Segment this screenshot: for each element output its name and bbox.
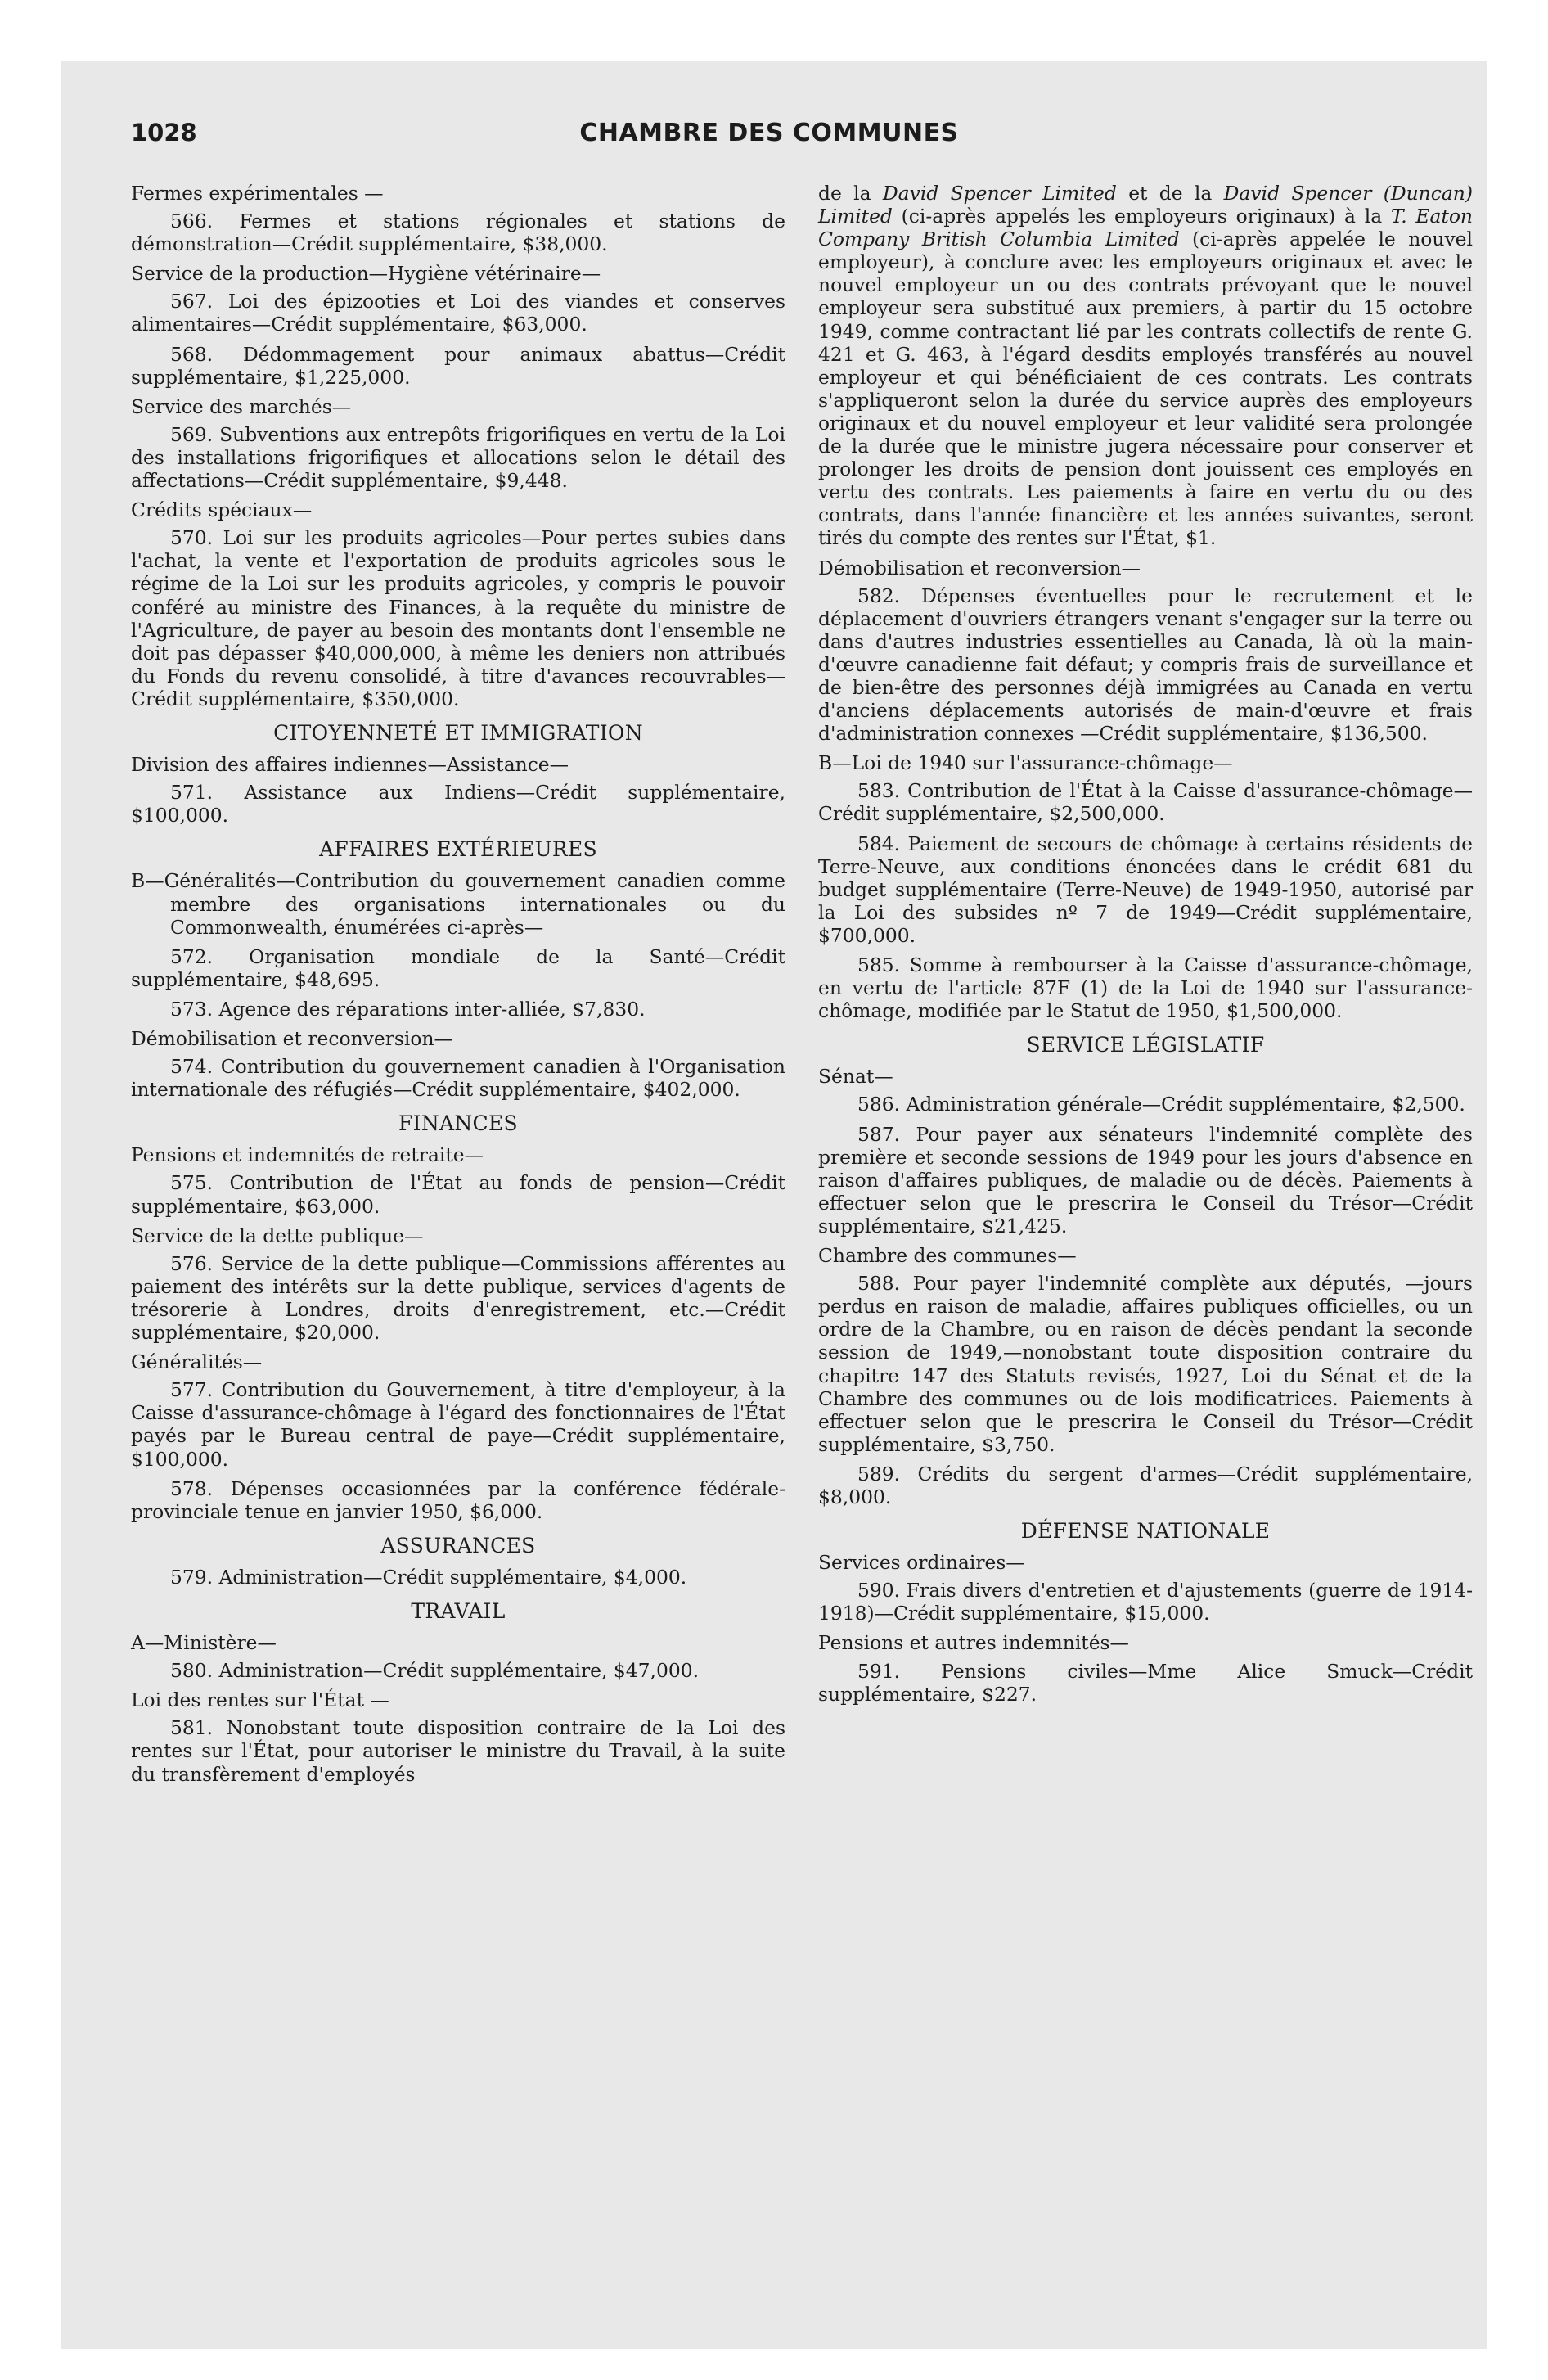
subsection-heading: Service des marchés— — [131, 394, 352, 418]
vote-item: 579. Administration—Crédit supplémentaire, $4,000. — [170, 1565, 687, 1589]
vote-item: 575. Contribution de l'État au fonds de pension—Crédit supplémentaire, $63,000. — [131, 1171, 785, 1218]
subsection-heading: Loi des rentes sur l'État — — [131, 1688, 389, 1712]
subsection-heading: Fermes expérimentales — — [131, 182, 384, 205]
vote-item: 585. Somme à rembourser à la Caisse d'assurance-chômage, en vertu de l'article 87F (1) de la Loi de 1940 sur l'assurance-chômage, modifiée par le Statut de 1950, $1,500,000. — [818, 953, 1473, 1023]
section-heading: DÉFENSE NATIONALE — [1020, 1519, 1271, 1544]
vote-item: 589. Crédits du sergent d'armes—Crédit supplémentaire, $8,000. — [818, 1462, 1473, 1508]
text-segment: (ci-après appelés les employeurs originaux) à la — [892, 205, 1392, 228]
vote-item: 576. Service de la dette publique—Commissions afférentes au paiement des intérêts sur la dette publique, services d'agents de trésorerie à Londres, droits d'enregistrement, etc.—Crédit supplémentaire, $20,000. — [131, 1251, 785, 1345]
vote-item: 586. Administration générale—Crédit supplémentaire, $2,500. — [857, 1093, 1465, 1116]
text-segment: et de la — [1116, 182, 1224, 205]
subsection-heading: Démobilisation et reconversion— — [818, 556, 1141, 579]
vote-item: 574. Contribution du gouvernement canadien à l'Organisation internationale des réfugiés—Crédit supplémentaire, $402,000. — [131, 1055, 785, 1102]
text-segment: (ci-après appelée le nouvel employeur), à conclure avec les employeurs originaux et avec le nouvel employeur un ou des contrats prévoyant que le nouvel employeur sera substitué aux premiers, à partir du 15 octobre 1949, comme contractant lié par les contrats collectifs de rente G. 421 et G. 463, à l'égard desdits employés transférés au nouvel employeur et qui bénéficiaient de ces contrats. Les contrats s'appliqueront selon la durée du service auprès des employeurs originaux et du nouvel employeur et leur validité sera prolongée de la durée que le ministre jugera nécessaire pour conserver et prolonger les droits de pension dont jouissent ces employés en vertu des contrats. Les paiements à faire en vertu du ou des contrats, dans l'année financière et les années suivantes, seront tirés du compte des rentes sur l'État, $1. — [818, 228, 1473, 550]
subsection-heading: Pensions et autres indemnités— — [818, 1631, 1129, 1655]
company-name: David Spencer Limited — [882, 182, 1117, 205]
page-header — [131, 119, 1407, 160]
vote-item: 570. Loi sur les produits agricoles—Pour pertes subies dans l'achat, la vente et l'exportation de produits agricoles sous le régime de la Loi sur les produits agricoles, y compris le pouvoir conféré au ministre des Finances, à la requête du ministre de l'Agriculture, de payer au besoin des montants dont l'ensemble ne doit pas dépasser $40,000,000, à même les deniers non attribués du Fonds du revenu consolidé, à titre d'avances recouvrables—Crédit supplémentaire, $350,000. — [131, 526, 785, 710]
vote-item: 568. Dédommagement pour animaux abattus—Crédit supplémentaire, $1,225,000. — [131, 342, 785, 389]
subsection-heading: Services ordinaires— — [818, 1551, 1025, 1575]
section-heading: FINANCES — [398, 1111, 518, 1136]
vote-item: 580. Administration—Crédit supplémentaire, $47,000. — [170, 1659, 700, 1683]
vote-item: 588. Pour payer l'indemnité complète aux députés, —jours perdus en raison de maladie, affaires publiques officielles, ou un ordre de la Chambre, ou en raison de décès pendant la seconde session de 1949,—nonobstant toute disposition contraire du chapitre 147 des Statuts revisés, 1927, Loi du Sénat et de la Chambre des communes ou de lois modificatrices. Paiements à effectuer selon que le prescrira le Conseil du Trésor—Crédit supplémentaire, $3,750. — [818, 1272, 1473, 1456]
section-heading: ASSURANCES — [380, 1533, 536, 1557]
subsection-heading: Pensions et indemnités de retraite— — [131, 1143, 484, 1167]
right-column — [818, 182, 1473, 1712]
subsection-heading: Division des affaires indiennes—Assistance— — [131, 753, 569, 777]
subsection-heading: Crédits spéciaux— — [131, 498, 313, 522]
vote-item: 577. Contribution du Gouvernement, à titre d'employeur, à la Caisse d'assurance-chômage à l'égard des fonctionnaires de l'État payés par le Bureau central de paye—Crédit supplémentaire, $100,000. — [131, 1378, 785, 1471]
company-name: David Spencer (Duncan) Limited — [818, 182, 1473, 228]
vote-item: 567. Loi des épizooties et Loi des viandes et conserves alimentaires—Crédit supplémentaire, $63,000. — [131, 290, 785, 336]
vote-item: 582. Dépenses éventuelles pour le recrutement et le déplacement d'ouvriers étrangers venant s'engager sur la terre ou dans d'autres industries essentielles au Canada, là où la main-d'œuvre canadienne fait défaut; y compris frais de surveillance et de bien-être des personnes déjà immigrées au Canada en vertu d'anciens déplacements autorisés de main-d'œuvre et frais d'administration connexes —Crédit supplémentaire, $136,500. — [818, 584, 1473, 746]
company-name: T. Eaton Company British Columbia Limited — [818, 205, 1473, 251]
vote-item: 584. Paiement de secours de chômage à certains résidents de Terre-Neuve, aux conditions énoncées dans le crédit 681 du budget supplémentaire (Terre-Neuve) de 1949-1950, autorisé par la Loi des subsides nº 7 de 1949—Crédit supplémentaire, $700,000. — [818, 832, 1473, 947]
section-heading: TRAVAIL — [411, 1598, 506, 1623]
running-head: CHAMBRE DES COMMUNES — [579, 119, 959, 147]
subsection-heading: Service de la dette publique— — [131, 1224, 424, 1247]
section-heading: AFFAIRES EXTÉRIEURES — [319, 837, 597, 862]
vote-item: 569. Subventions aux entrepôts frigorifiques en vertu de la Loi des installations frigorifiques et allocations selon le détail des affectations—Crédit supplémentaire, $9,448. — [131, 422, 785, 493]
subsection-heading: B—Loi de 1940 sur l'assurance-chômage— — [818, 751, 1233, 775]
subsection-heading: Service de la production—Hygiène vétérinaire— — [131, 262, 601, 286]
subsection-heading: Sénat— — [818, 1065, 893, 1089]
vote-item: 578. Dépenses occasionnées par la conférence fédérale-provinciale tenue en janvier 1950, $6,000. — [131, 1476, 785, 1523]
vote-item: 587. Pour payer aux sénateurs l'indemnité complète des première et seconde sessions de 1949 pour les jours d'absence en raison d'affaires publiques, de maladie ou de décès. Paiements à effectuer selon que le prescrira le Conseil du Trésor—Crédit supplémentaire, $21,425. — [818, 1122, 1473, 1237]
vote-item: 571. Assistance aux Indiens—Crédit supplémentaire, $100,000. — [131, 781, 785, 827]
section-heading: CITOYENNETÉ ET IMMIGRATION — [273, 720, 643, 745]
text-segment: de la — [818, 182, 883, 205]
paragraph-continued — [818, 182, 1473, 550]
vote-item: 581. Nonobstant toute disposition contraire de la Loi des rentes sur l'État, pour autoriser le ministre du Travail, à la suite du transfèrement d'employés — [131, 1716, 785, 1786]
vote-item: 573. Agence des réparations inter-alliée, $7,830. — [170, 997, 646, 1021]
subsection-heading: Chambre des communes— — [818, 1244, 1077, 1268]
left-column — [131, 182, 785, 1792]
subsection-heading: Généralités— — [131, 1350, 263, 1374]
heading-paragraph: B—Généralités—Contribution du gouvernement canadien comme membre des organisations internationales ou du Commonwealth, énumérées ci-après— — [131, 869, 785, 939]
subsection-heading: Démobilisation et reconversion— — [131, 1027, 453, 1050]
vote-item: 591. Pensions civiles—Mme Alice Smuck—Crédit supplémentaire, $227. — [818, 1659, 1473, 1706]
page-sheet — [61, 61, 1487, 2349]
vote-item: 572. Organisation mondiale de la Santé—Crédit supplémentaire, $48,695. — [131, 944, 785, 991]
page-number: 1028 — [131, 119, 197, 146]
subsection-heading: A—Ministère— — [131, 1631, 277, 1655]
section-heading: SERVICE LÉGISLATIF — [1026, 1033, 1265, 1057]
vote-item: 583. Contribution de l'État à la Caisse d'assurance-chômage—Crédit supplémentaire, $2,500,000. — [818, 779, 1473, 826]
vote-item: 590. Frais divers d'entretien et d'ajustements (guerre de 1914-1918)—Crédit supplémentaire, $15,000. — [818, 1579, 1473, 1625]
vote-item: 566. Fermes et stations régionales et stations de démonstration—Crédit supplémentaire, $38,000. — [131, 210, 785, 256]
